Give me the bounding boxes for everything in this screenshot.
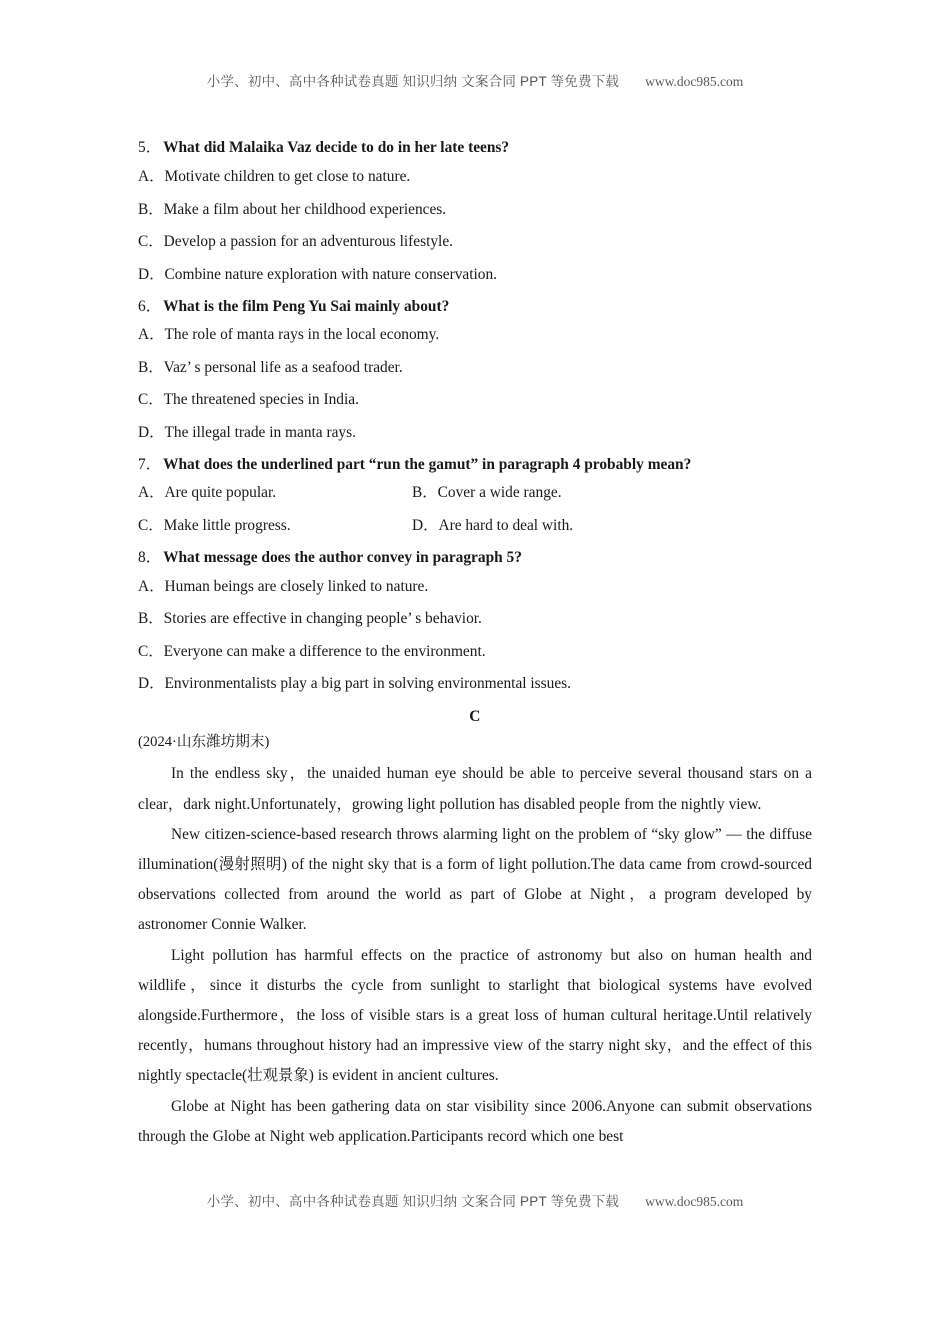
option-label-5-c: C． xyxy=(138,233,164,251)
option-5-b[interactable] xyxy=(138,202,812,217)
option-text-6-d: The illegal trade in manta rays. xyxy=(164,423,356,441)
option-text-6-b: Vaz’ s personal life as a seafood trader. xyxy=(163,358,403,376)
option-text-8-c: Everyone can make a difference to the environment. xyxy=(163,642,486,660)
option-text-7-c: Make little progress. xyxy=(163,516,291,534)
option-label-8-d: D． xyxy=(138,674,165,692)
question-text-5: What did Malaika Vaz decide to do in her late teens? xyxy=(163,139,510,156)
option-text-7-d: Are hard to deal with. xyxy=(438,516,574,534)
option-7-c[interactable] xyxy=(138,518,412,533)
option-6-a[interactable] xyxy=(138,327,812,342)
page-content xyxy=(138,140,812,1152)
passage-source: (2024·山东潍坊期末) xyxy=(138,734,270,751)
question-text-8: What message does the author convey in paragraph 5? xyxy=(163,549,522,567)
option-5-d[interactable] xyxy=(138,267,812,282)
header-site-url: www.doc985.com xyxy=(645,74,744,89)
question-stem-8 xyxy=(138,550,812,565)
option-7-d[interactable] xyxy=(412,518,712,533)
option-label-5-b: B． xyxy=(138,200,164,218)
footer-site-url: www.doc985.com xyxy=(645,1194,744,1209)
option-label-6-c: C． xyxy=(138,391,164,409)
question-stem-6 xyxy=(138,299,812,314)
question-number-8: 8． xyxy=(138,549,162,567)
option-text-5-b: Make a film about her childhood experiences. xyxy=(163,200,447,218)
option-text-7-a: Are quite popular. xyxy=(164,484,277,502)
header-notice-text: 小学、初中、高中各种试卷真题 知识归纳 文案合同 PPT 等免费下载 xyxy=(206,74,620,89)
option-8-a[interactable] xyxy=(138,579,812,594)
option-label-8-b: B． xyxy=(138,610,164,628)
footer-notice-text: 小学、初中、高中各种试卷真题 知识归纳 文案合同 PPT 等免费下载 xyxy=(206,1194,620,1209)
option-label-7-b: B． xyxy=(412,484,438,502)
option-row-7-ab xyxy=(138,485,812,500)
option-label-7-d: D． xyxy=(412,516,439,534)
option-8-b[interactable] xyxy=(138,611,812,626)
passage-paragraph-3: Light pollution has harmful effects on the practice of astronomy but also on human health and wildlife，since it disturbs the cycle from sunlight to starlight that biological systems have evolved alongside.Furthermore，the loss of visible stars is a great loss of human cultural heritage.Until relatively recently，humans throughout history had an impressive view of the starry night sky，and the effect of this nightly spectacle(壮观景象) is evident in ancient cultures. xyxy=(138,946,812,1085)
option-label-6-b: B． xyxy=(138,358,164,376)
question-text-7-quoted: “run the gamut” xyxy=(368,456,479,474)
question-number-7: 7． xyxy=(138,456,162,474)
option-text-7-b: Cover a wide range. xyxy=(437,484,562,502)
option-5-a[interactable] xyxy=(138,169,812,184)
page-header xyxy=(0,70,950,90)
option-text-5-c: Develop a passion for an adventurous lifestyle. xyxy=(163,233,454,251)
option-label-6-d: D． xyxy=(138,423,165,441)
option-row-7-cd xyxy=(138,518,812,533)
option-7-a[interactable] xyxy=(138,485,412,500)
option-label-5-a: A． xyxy=(138,168,165,186)
question-text-7-before: What does the underlined part xyxy=(163,456,369,474)
option-label-7-c: C． xyxy=(138,516,164,534)
option-label-6-a: A． xyxy=(138,326,165,344)
option-text-8-a: Human beings are closely linked to nature. xyxy=(164,577,429,595)
option-text-6-a: The role of manta rays in the local economy. xyxy=(164,326,440,344)
option-text-5-a: Motivate children to get close to nature. xyxy=(164,168,411,186)
option-text-6-c: The threatened species in India. xyxy=(163,391,359,409)
question-text-6: What is the film Peng Yu Sai mainly about? xyxy=(163,298,450,316)
passage-section-letter: C xyxy=(469,708,481,726)
question-number-6: 6． xyxy=(138,298,162,316)
passage-paragraph-2: New citizen-science-based research throws alarming light on the problem of “sky glow” — the diffuse illumination(漫射照明) of the night sky that is a form of light pollution.The data came from crowd-sourced observations collected from around the world as part of Globe at Night，a program developed by astronomer Connie Walker. xyxy=(138,825,812,934)
option-label-8-c: C． xyxy=(138,642,164,660)
question-stem-5 xyxy=(138,140,812,155)
passage-paragraph-1: In the endless sky，the unaided human eye should be able to perceive several thousand stars on a clear，dark night.Unfortunately，growing light pollution has disabled people from the nightly view. xyxy=(138,765,812,813)
option-6-d[interactable] xyxy=(138,425,812,440)
option-5-c[interactable] xyxy=(138,234,812,249)
option-8-d[interactable] xyxy=(138,676,812,691)
option-8-c[interactable] xyxy=(138,644,812,659)
option-7-b[interactable] xyxy=(412,485,712,500)
question-number-5: 5． xyxy=(138,139,162,156)
option-label-8-a: A． xyxy=(138,577,165,595)
option-text-8-d: Environmentalists play a big part in solving environmental issues. xyxy=(164,674,572,692)
option-label-7-a: A． xyxy=(138,484,165,502)
option-6-b[interactable] xyxy=(138,360,812,375)
page-footer xyxy=(0,1190,950,1210)
option-label-5-d: D． xyxy=(138,265,165,283)
option-6-c[interactable] xyxy=(138,392,812,407)
question-text-7-after: in paragraph 4 probably mean? xyxy=(478,456,692,474)
passage-paragraph-4: Globe at Night has been gathering data on star visibility since 2006.Anyone can submit observations through the Globe at Night web application.Participants record which one best xyxy=(138,1097,812,1145)
option-text-8-b: Stories are effective in changing people’ s behavior. xyxy=(163,610,482,628)
question-stem-7 xyxy=(138,457,812,472)
option-text-5-d: Combine nature exploration with nature conservation. xyxy=(164,265,498,283)
